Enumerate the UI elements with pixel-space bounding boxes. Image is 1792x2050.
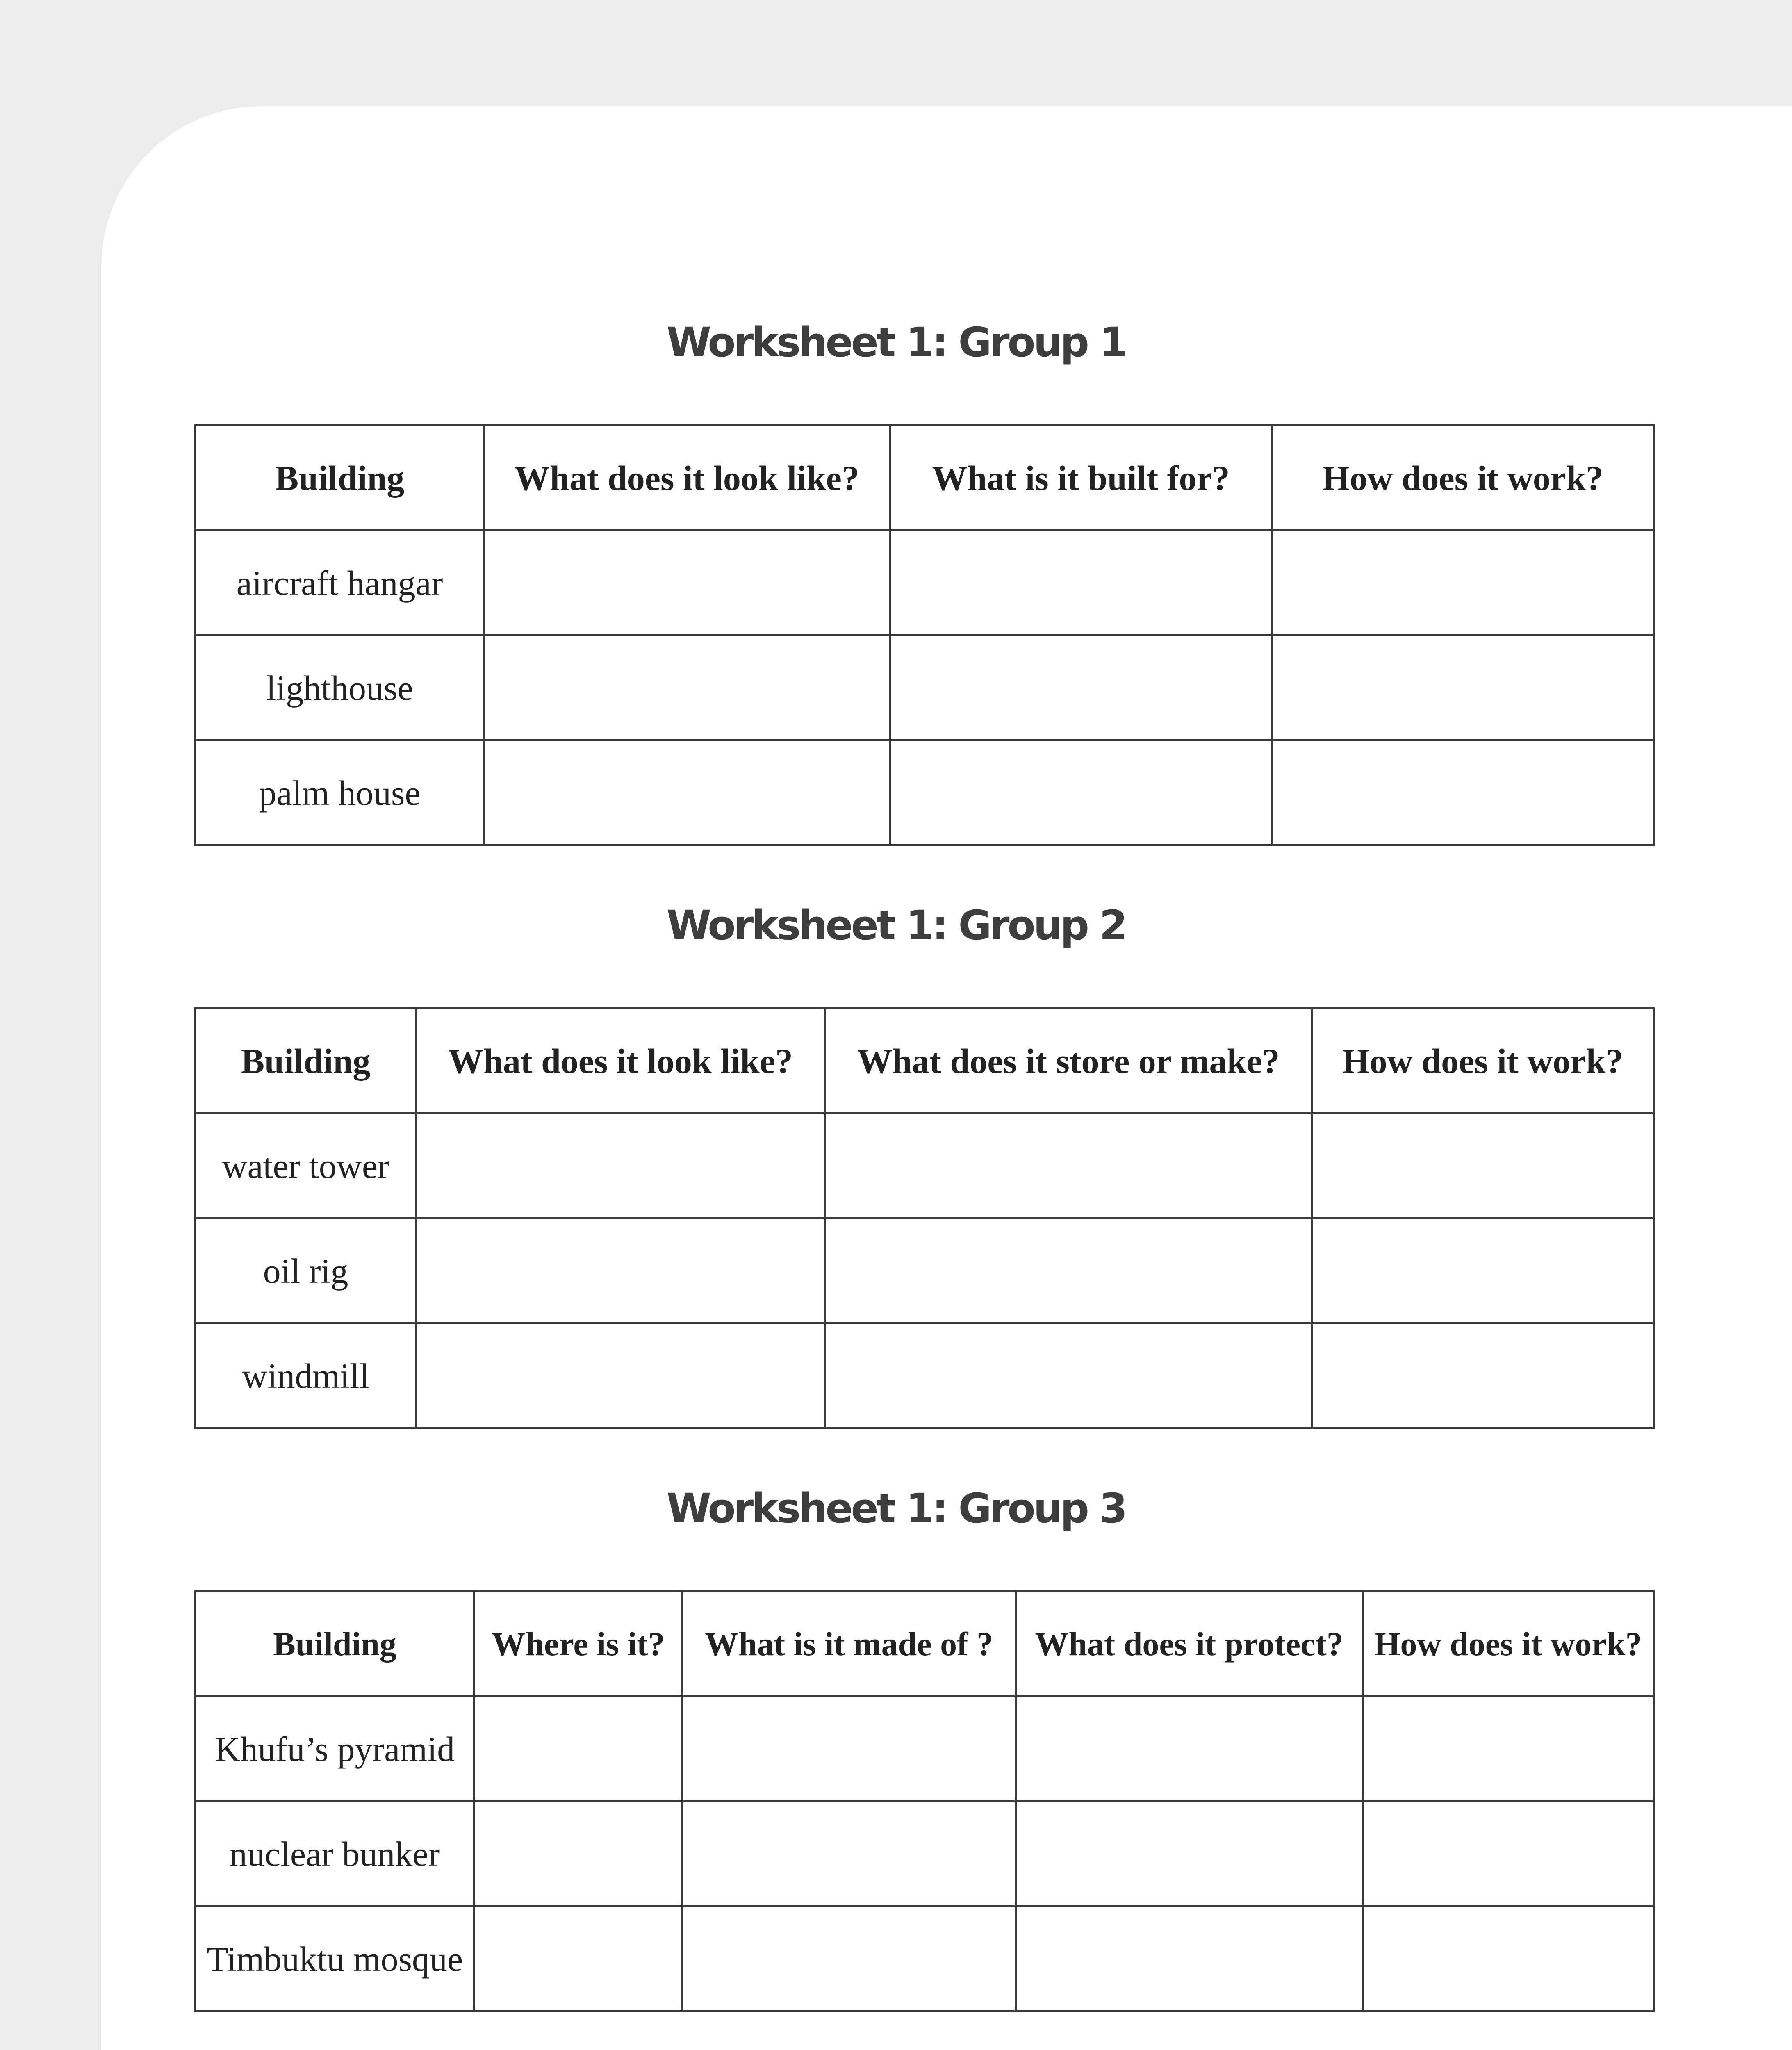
answer-cell[interactable] [1363,1697,1654,1802]
building-name-cell: palm house [196,740,484,845]
building-name-cell: lighthouse [196,636,484,740]
column-header-building: Building [196,426,484,531]
answer-cell[interactable] [474,1906,683,2011]
table-header-row [196,1592,1654,1697]
table-row [196,636,1654,740]
table-row [196,1114,1654,1219]
answer-cell[interactable] [683,1697,1016,1802]
answer-cell[interactable] [416,1323,825,1428]
answer-cell[interactable] [1272,740,1654,845]
answer-cell[interactable] [825,1323,1312,1428]
answer-cell[interactable] [416,1219,825,1323]
worksheet-table-group-1 [194,424,1655,846]
answer-cell[interactable] [474,1802,683,1906]
column-header-how: How does it work? [1363,1592,1654,1697]
worksheet-title-group-2: Worksheet 1: Group 2 [666,902,1126,949]
answer-cell[interactable] [1363,1802,1654,1906]
building-name-cell: windmill [196,1323,416,1428]
answer-cell[interactable] [683,1802,1016,1906]
table-header-row [196,1009,1654,1114]
answer-cell[interactable] [1272,636,1654,740]
worksheet-title-group-3: Worksheet 1: Group 3 [666,1485,1126,1532]
column-header-how: How does it work? [1272,426,1654,531]
answer-cell[interactable] [683,1906,1016,2011]
column-header-building: Building [196,1009,416,1114]
table-row [196,1323,1654,1428]
worksheet-title-group-1: Worksheet 1: Group 1 [666,319,1126,366]
answer-cell[interactable] [484,531,890,636]
table-row [196,1906,1654,2011]
column-header-made-of: What is it made of ? [683,1592,1016,1697]
answer-cell[interactable] [1272,531,1654,636]
building-name-cell: aircraft hangar [196,531,484,636]
column-header-building: Building [196,1592,474,1697]
table-header-row [196,426,1654,531]
column-header-where: Where is it? [474,1592,683,1697]
table-row [196,1697,1654,1802]
column-header-look: What does it look like? [416,1009,825,1114]
building-name-cell: Khufu’s pyramid [196,1697,474,1802]
table-row [196,1802,1654,1906]
answer-cell[interactable] [484,636,890,740]
answer-cell[interactable] [890,531,1272,636]
worksheet-table-group-2 [194,1007,1655,1429]
table-row [196,1219,1654,1323]
answer-cell[interactable] [484,740,890,845]
answer-cell[interactable] [416,1114,825,1219]
building-name-cell: water tower [196,1114,416,1219]
answer-cell[interactable] [890,740,1272,845]
answer-cell[interactable] [825,1219,1312,1323]
answer-cell[interactable] [1016,1906,1363,2011]
column-header-look: What does it look like? [484,426,890,531]
answer-cell[interactable] [890,636,1272,740]
building-name-cell: Timbuktu mosque [196,1906,474,2011]
column-header-store: What does it store or make? [825,1009,1312,1114]
answer-cell[interactable] [1312,1114,1654,1219]
worksheet-table-group-3 [194,1590,1655,2012]
answer-cell[interactable] [1016,1802,1363,1906]
answer-cell[interactable] [1016,1697,1363,1802]
table-row [196,531,1654,636]
answer-cell[interactable] [1312,1219,1654,1323]
column-header-protect: What does it protect? [1016,1592,1363,1697]
column-header-how: How does it work? [1312,1009,1654,1114]
answer-cell[interactable] [474,1697,683,1802]
answer-cell[interactable] [825,1114,1312,1219]
answer-cell[interactable] [1312,1323,1654,1428]
building-name-cell: oil rig [196,1219,416,1323]
column-header-purpose: What is it built for? [890,426,1272,531]
answer-cell[interactable] [1363,1906,1654,2011]
table-row [196,740,1654,845]
building-name-cell: nuclear bunker [196,1802,474,1906]
